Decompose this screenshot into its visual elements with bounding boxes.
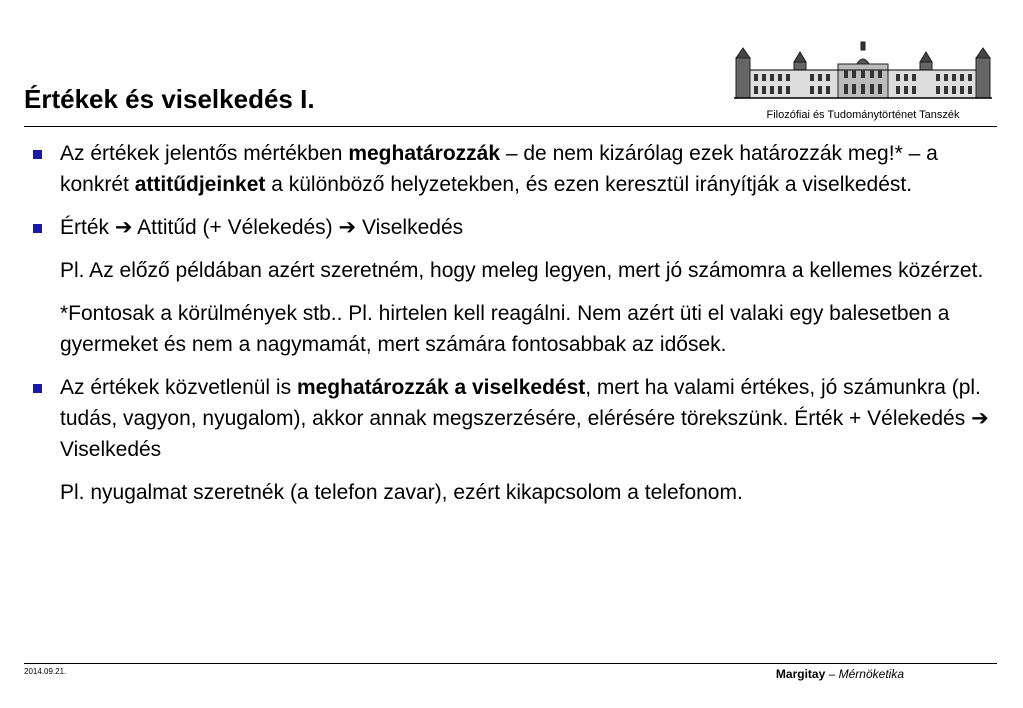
footer-date: 2014.09.21.	[24, 667, 67, 676]
arrow-right-icon: ➔	[114, 216, 133, 239]
footer-credit: Margitay – Mérnöketika	[775, 667, 904, 681]
footer-author: Margitay	[775, 667, 826, 681]
bullet-item-3: Az értékek közvetlenül is meghatározzák a viselkedést, mert ha valami értékes, jó számunkra (pl. tudás, vagyon, nyugalom), akkor annak megszerzésére, elérésére törekszünk. Érték + Vélekedés ➔ Viselkedés	[24, 372, 999, 465]
bullet-item-1: Az értékek jelentős mértékben meghatározzák – de nem kizárólag ezek határozzák meg!* – a konkrét attitűdjeinket a különböző helyzetekben, és ezen keresztül irányítják a viselkedést.	[24, 138, 999, 200]
footer-divider	[24, 663, 997, 664]
example-paragraph-1: Pl. Az előző példában azért szeretném, hogy meleg legyen, mert jó számomra a kellemes közérzet.	[60, 259, 984, 282]
department-name: Filozófiai és Tudománytörténet Tanszék	[766, 109, 960, 121]
bullet-marker	[33, 224, 42, 233]
bullet-marker	[33, 150, 42, 159]
bullet-item-2: Érték ➔ Attitűd (+ Vélekedés) ➔ Viselkedés	[24, 212, 999, 243]
note-paragraph: *Fontosak a körülmények stb.. Pl. hirtelen kell reagálni. Nem azért üti el valaki egy balesetben a gyermeket és nem a nagymamát, mert számára fontosabbak az idősek.	[60, 302, 950, 356]
building-logo-icon	[734, 40, 992, 106]
header-divider	[24, 126, 997, 127]
bullet-marker	[33, 384, 42, 393]
example-paragraph-2: Pl. nyugalmat szeretnék (a telefon zavar), ezért kikapcsolom a telefonom.	[60, 481, 743, 504]
arrow-right-icon: ➔	[338, 216, 357, 239]
header-logo	[732, 40, 994, 126]
arrow-right-icon: ➔	[971, 407, 989, 430]
slide-content	[24, 138, 999, 520]
footer-course: Mérnöketika	[838, 667, 904, 681]
slide-title: Értékek és viselkedés I.	[24, 84, 315, 114]
